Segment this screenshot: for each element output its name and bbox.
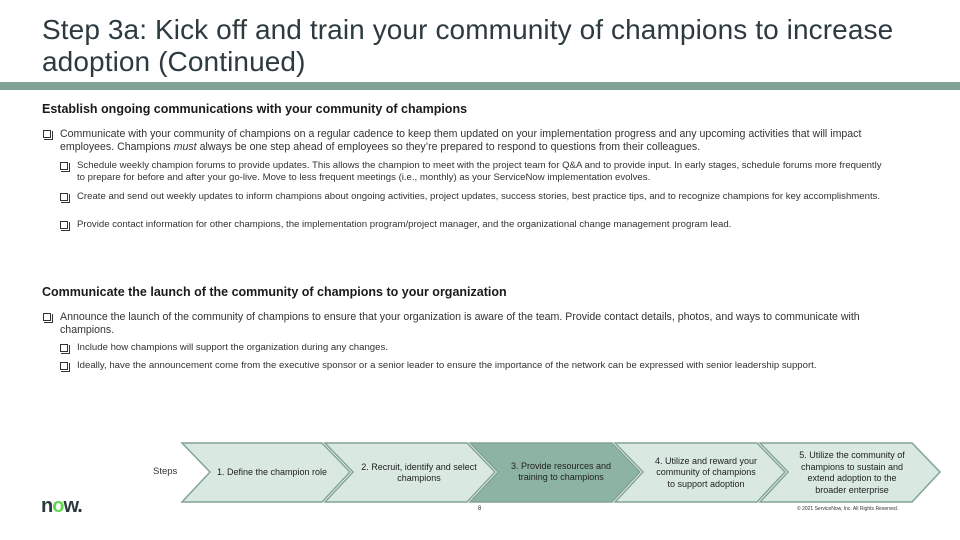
step-label-4: 4. Utilize and reward your community of champions to support adoption <box>654 455 758 489</box>
section-heading-communications: Establish ongoing communications with your community of champions <box>42 102 468 116</box>
bullet-text: Announce the launch of the community of champions to ensure that your organization is aware of the team. Provide contact details, photos, and ways to communicate with champions. <box>60 311 860 336</box>
step-label-3: 3. Provide resources and training to champions <box>510 460 612 482</box>
bullet-text: Schedule weekly champion forums to provide updates. This allows the champion to meet with the project team for Q&A and to provide input. In early stages, schedule forums more frequently to prepare for before and after your go-live. Move to less frequent meetings (i.e., monthly) as your ServiceNow implementation evolves. <box>77 160 882 183</box>
step-label-1: 1. Define the champion role <box>216 467 328 478</box>
section-heading-launch: Communicate the launch of the community of champions to your organization <box>42 285 507 299</box>
step-label-5: 5. Utilize the community of champions to sustain and extend adoption to the broader enterprise <box>799 450 905 495</box>
bullet-text: Include how champions will support the organization during any changes. <box>77 342 388 353</box>
bullet-text: Ideally, have the announcement come from the executive sponsor or a senior leader to ensure the importance of the network can be expressed with senior leadership support. <box>77 360 817 371</box>
bullet-text: Communicate with your community of champions on a regular cadence to keep them updated on your implementation progress and any upcoming activities that will impact employees. Champions must always be one step ahead of employees so they’re prepared to respond to questions from their colleagues. <box>60 128 862 153</box>
page-title: Step 3a: Kick off and train your community of champions to increase adoption (Continued) <box>42 14 894 77</box>
servicenow-logo: now. <box>41 495 82 517</box>
steps-label: Steps <box>153 466 178 477</box>
page-number: 8 <box>478 506 482 512</box>
copyright-notice: © 2021 ServiceNow, Inc. All Rights Reserved. <box>797 506 899 512</box>
step-label-2: 2. Recruit, identify and select champions <box>361 461 477 483</box>
bullet-text: Create and send out weekly updates to inform champions about ongoing activities, project updates, success stories, best practice tips, and to recognize champions for key accomplishments. <box>77 191 881 202</box>
bullet-text: Provide contact information for other champions, the implementation program/project manager, and the organizational change management program lead. <box>77 219 732 230</box>
